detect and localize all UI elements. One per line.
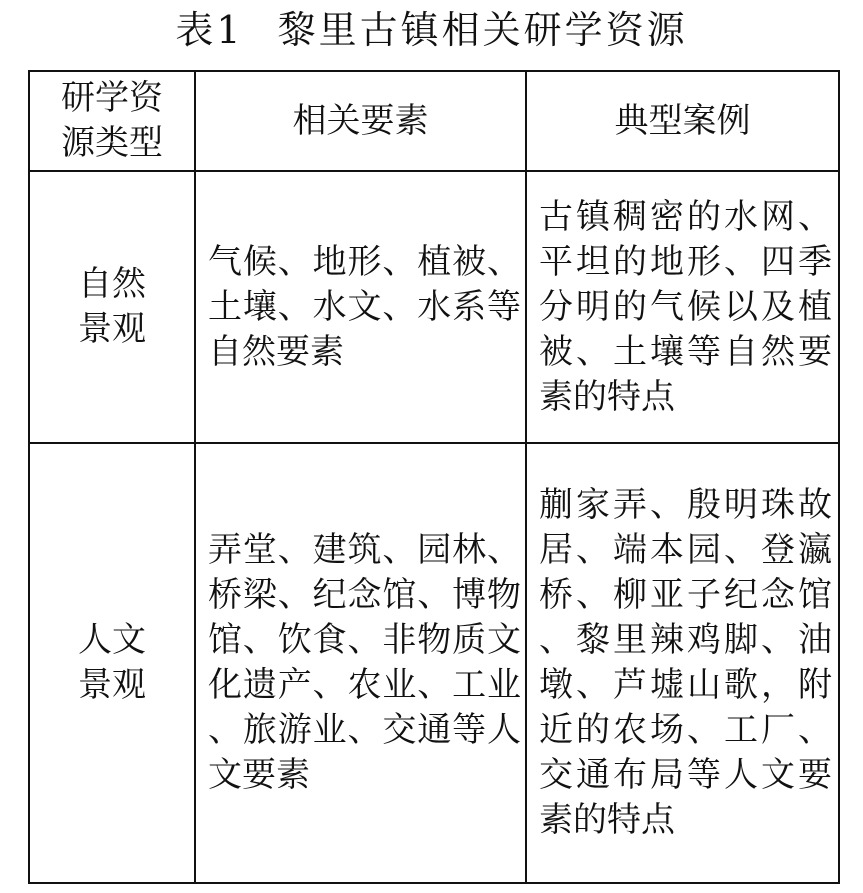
table-number: 表1: [175, 8, 244, 52]
header-typical-cases: 典型案例: [526, 71, 839, 171]
row-natural-elements: 气候、地形、植被、土壤、水文、水系等自然要素: [195, 171, 526, 443]
research-resources-table: [28, 70, 840, 884]
row-natural-cases: 古镇稠密的水网、平坦的地形、四季分明的气候以及植被、土壤等自然要素的特点: [526, 171, 839, 443]
table-row-natural: [29, 171, 839, 443]
header-resource-type: 研学资源类型: [29, 71, 195, 171]
header-related-elements: 相关要素: [195, 71, 526, 171]
table-title: 黎里古镇相关研学资源: [277, 8, 688, 52]
row-cultural-type: 人文景观: [29, 443, 195, 883]
row-natural-type: 自然景观: [29, 171, 195, 443]
table-header-row: [29, 71, 839, 171]
table-row-cultural: [29, 443, 839, 883]
row-cultural-cases: 蒯家弄、殷明珠故居、端本园、登瀛桥、柳亚子纪念馆、黎里辣鸡脚、油墩、芦墟山歌，附近的农场、工厂、交通布局等人文要素的特点: [526, 443, 839, 883]
row-cultural-elements: 弄堂、建筑、园林、桥梁、纪念馆、博物馆、饮食、非物质文化遗产、农业、工业、旅游业、交通等人文要素: [195, 443, 526, 883]
table-caption: [0, 6, 863, 54]
